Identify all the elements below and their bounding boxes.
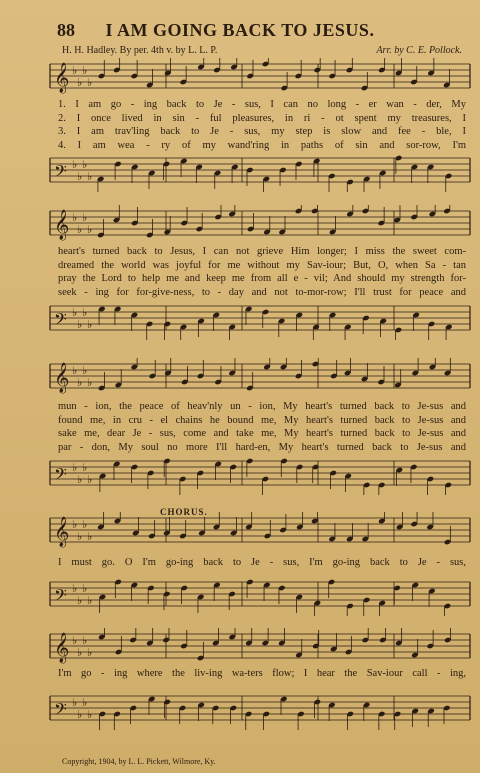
treble-staff-4	[0, 512, 480, 552]
lyric-line: I'm go - ing where the liv-ing wa-ters flow; I hear the Sav-iour call - ing,	[58, 668, 466, 679]
flat-icon: ♭	[82, 518, 88, 531]
flat-icon: ♭	[77, 76, 83, 89]
treble-clef-icon: 𝄞	[54, 633, 70, 663]
flat-icon: ♭	[87, 76, 93, 89]
bass-clef-icon: 𝄢	[54, 699, 67, 723]
lyric-line: 1. I am go - ing back to Je - sus, I can no long - er wan - der, My	[58, 99, 466, 110]
bass-staff-2	[0, 300, 480, 340]
flat-icon: ♭	[82, 364, 88, 377]
bass-staff-4	[0, 576, 480, 616]
flat-icon: ♭	[82, 64, 88, 77]
flat-icon: ♭	[82, 634, 88, 647]
page-header	[0, 20, 480, 42]
flat-icon: ♭	[87, 708, 93, 721]
lyric-line: 2. I once lived in sin - ful pleasures, in ri - ot spent my treasures, I	[58, 112, 466, 124]
lyric-line: mun - ion, the peace of heav'nly un - ion, My heart's turned back to Je-sus and	[58, 401, 466, 412]
bass-clef-icon: 𝄢	[54, 464, 67, 488]
page-number: 88	[57, 20, 75, 40]
flat-icon: ♭	[82, 306, 88, 319]
lyrics-system-4	[58, 556, 466, 570]
flat-icon: ♭	[77, 376, 83, 389]
copyright-notice: Copyright, 1904, by L. L. Pickett, Wilmore, Ky.	[62, 757, 216, 766]
lyric-line: pray the Lord to help me and keep me from all e - vil; And should my strength for-	[58, 273, 466, 284]
lyric-line: found me, in cru - el chains he bound me, My heart's turned back to Je-sus and	[58, 414, 466, 426]
lyrics-system-1	[58, 98, 466, 152]
flat-icon: ♭	[87, 376, 93, 389]
lyric-line: heart's turned back to Jesus, I can not grieve Him longer; I miss the sweet com-	[58, 246, 466, 257]
treble-staff-2	[0, 205, 480, 245]
treble-clef-icon: 𝄞	[54, 363, 70, 393]
flat-icon: ♭	[87, 530, 93, 543]
flat-icon: ♭	[82, 158, 88, 171]
treble-clef-icon: 𝄞	[54, 210, 70, 240]
flat-icon: ♭	[77, 170, 83, 183]
flat-icon: ♭	[82, 461, 88, 474]
author-credit: H. H. Hadley. By per. 4th v. by L. L. P.	[62, 45, 218, 56]
lyrics-system-2	[58, 245, 466, 299]
flat-icon: ♭	[72, 696, 78, 709]
flat-icon: ♭	[72, 158, 78, 171]
bass-clef-icon: 𝄢	[54, 309, 67, 333]
lyric-line: I must go. O I'm go-ing back to Je - sus, I'm go-ing back to Je - sus,	[58, 557, 466, 568]
chorus-label: CHORUS.	[160, 507, 208, 517]
lyric-line: 4. I am wea - ry of my wand'ring in paths of sin and sor-row, I'm	[58, 139, 466, 151]
flat-icon: ♭	[72, 518, 78, 531]
bass-staff-3	[0, 455, 480, 495]
treble-clef-icon: 𝄞	[54, 63, 70, 93]
treble-clef-icon: 𝄞	[54, 517, 70, 547]
lyrics-system-5	[58, 667, 466, 681]
flat-icon: ♭	[82, 211, 88, 224]
flat-icon: ♭	[87, 646, 93, 659]
flat-icon: ♭	[87, 594, 93, 607]
bass-staff-1	[0, 152, 480, 192]
flat-icon: ♭	[72, 634, 78, 647]
flat-icon: ♭	[72, 461, 78, 474]
treble-staff-5	[0, 628, 480, 668]
hymn-title: I AM GOING BACK TO JESUS.	[105, 20, 375, 40]
flat-icon: ♭	[82, 582, 88, 595]
flat-icon: ♭	[87, 223, 93, 236]
lyric-line: sake me, dear Je - sus, come and take me, My heart's turned back to Je-sus and	[58, 428, 466, 439]
flat-icon: ♭	[82, 696, 88, 709]
treble-staff-3	[0, 358, 480, 398]
flat-icon: ♭	[77, 646, 83, 659]
flat-icon: ♭	[72, 211, 78, 224]
flat-icon: ♭	[72, 306, 78, 319]
flat-icon: ♭	[87, 318, 93, 331]
flat-icon: ♭	[77, 594, 83, 607]
bass-staff-5	[0, 690, 480, 730]
flat-icon: ♭	[72, 364, 78, 377]
bass-clef-icon: 𝄢	[54, 161, 67, 185]
flat-icon: ♭	[72, 64, 78, 77]
lyric-line: 3. I am trav'ling back to Je - sus, my step is slow and fee - ble, I	[58, 126, 466, 137]
flat-icon: ♭	[77, 530, 83, 543]
flat-icon: ♭	[77, 708, 83, 721]
lyric-line: seek - ing for for-give-ness, to - day and not to-mor-row; I'll trust for peace and	[58, 286, 466, 298]
flat-icon: ♭	[87, 473, 93, 486]
lyrics-system-3	[58, 400, 466, 454]
flat-icon: ♭	[77, 473, 83, 486]
arranger-credit: Arr. by C. E. Pollock.	[376, 45, 462, 56]
flat-icon: ♭	[77, 318, 83, 331]
flat-icon: ♭	[72, 582, 78, 595]
lyric-line: dreamed the world was joyful for me without my Sav-iour; But, O, when Sa - tan	[58, 259, 466, 271]
bass-clef-icon: 𝄢	[54, 585, 67, 609]
treble-staff-1	[0, 58, 480, 98]
flat-icon: ♭	[77, 223, 83, 236]
flat-icon: ♭	[87, 170, 93, 183]
lyric-line: par - don, My soul no more I'll hard-en, My heart's turned back to Je-sus and	[58, 441, 466, 453]
